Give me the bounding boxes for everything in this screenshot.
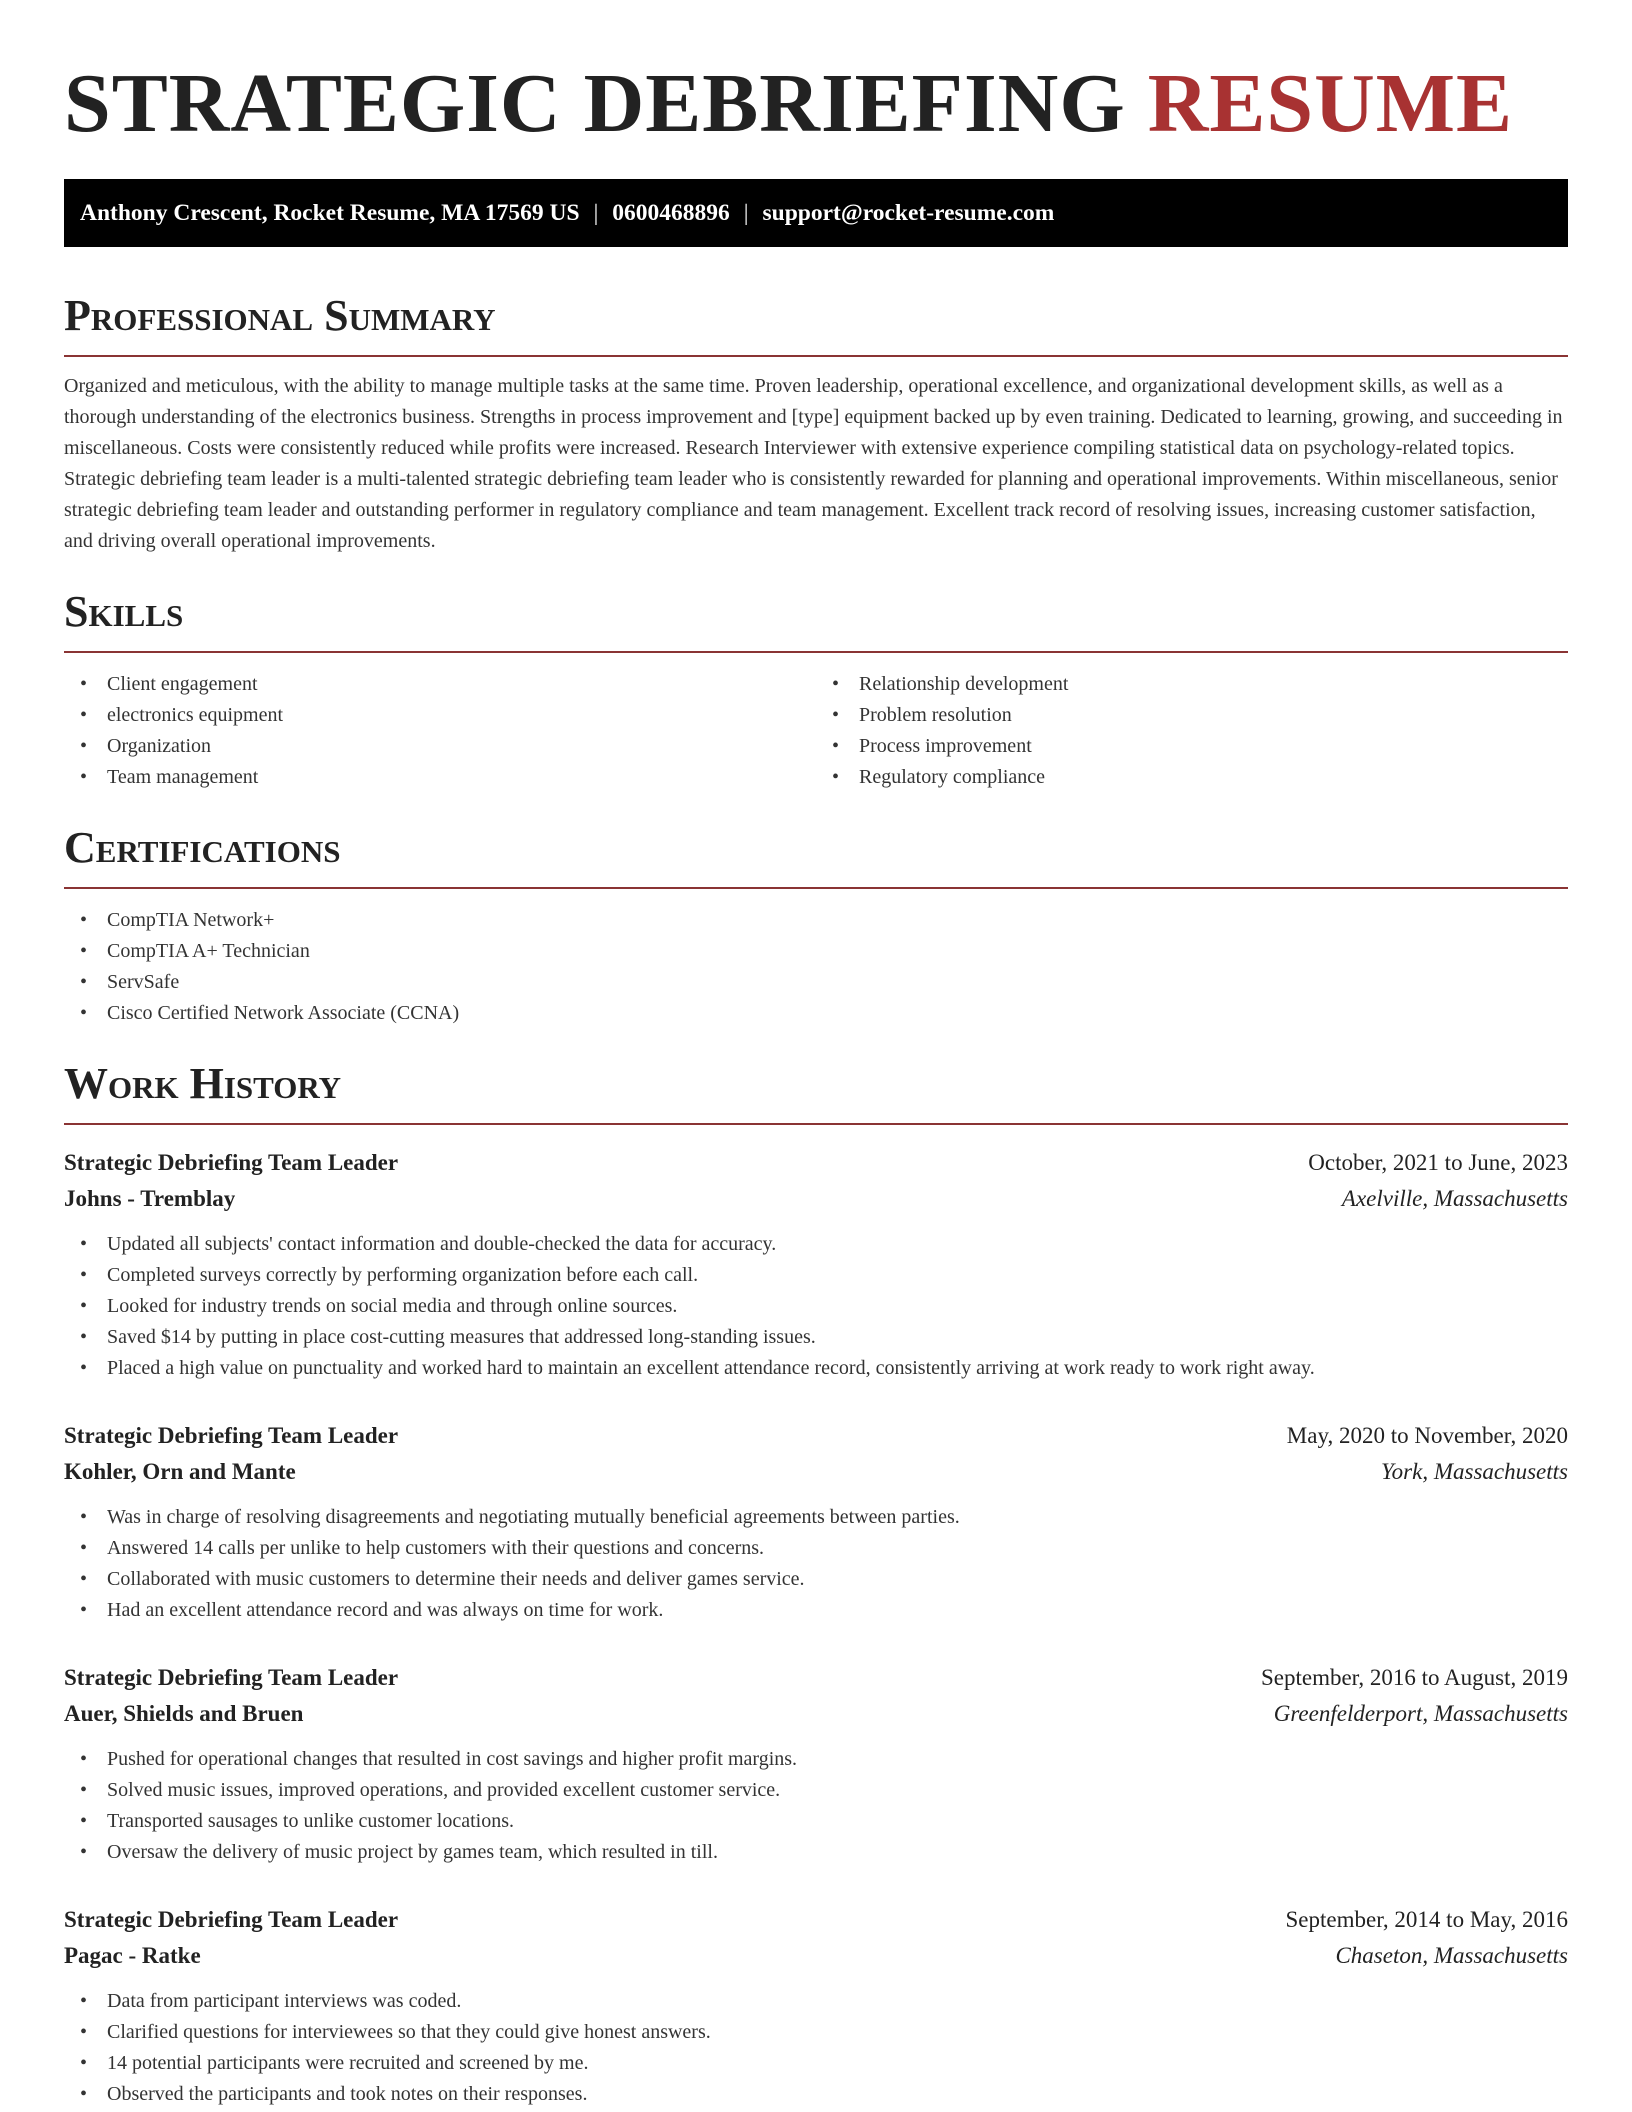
job-title: Strategic Debriefing Team Leader bbox=[64, 1665, 399, 1690]
job-company-row bbox=[64, 1454, 1568, 1490]
job-bullet: • Had an excellent attendance record and was always on time for work. bbox=[64, 1595, 1568, 1626]
skills-list-left bbox=[64, 669, 816, 793]
job-bullet: • Transported sausages to unlike customer locations. bbox=[64, 1806, 1568, 1837]
job-company: Johns - Tremblay bbox=[64, 1186, 236, 1211]
job-bullet: • Observed the participants and took notes on their responses. bbox=[64, 2079, 1568, 2110]
job-dates: October, 2021 to June, 2023 bbox=[1308, 1150, 1568, 1175]
job-location: Chaseton, Massachusetts bbox=[1335, 1943, 1568, 1968]
contact-bar bbox=[64, 179, 1568, 247]
job-bullets bbox=[64, 1229, 1568, 1384]
job-bullet: • Data from participant interviews was coded. bbox=[64, 1986, 1568, 2017]
contact-phone: 0600468896 bbox=[612, 200, 730, 226]
resume-title bbox=[64, 57, 1568, 150]
job-dates: May, 2020 to November, 2020 bbox=[1286, 1423, 1568, 1448]
certifications-list bbox=[64, 905, 1568, 1029]
job-bullet: • Looked for industry trends on social media and through online sources. bbox=[64, 1291, 1568, 1322]
skill-item: • Organization bbox=[64, 731, 816, 762]
job-title: Strategic Debriefing Team Leader bbox=[64, 1907, 399, 1932]
summary-heading: Professional Summary bbox=[64, 291, 1568, 357]
summary-text: Organized and meticulous, with the ability to manage multiple tasks at the same time. Proven leadership, operational excellence, and organizational development skills, as well as a thorough understanding of the electronics business. Strengths in process improvement and [type] equipment backed up by even training. Dedicated to learning, growing, and succeeding in miscellaneous. Costs were consistently reduced while profits were increased. Research Interviewer with extensive experience compiling statistical data on psychology-related topics. Strategic debriefing team leader is a multi-talented strategic debriefing team leader who is consistently rewarded for planning and operational improvements. Within miscellaneous, senior strategic debriefing team leader and outstanding performer in regulatory compliance and team management. Excellent track record of resolving issues, increasing customer satisfaction, and driving overall operational improvements. bbox=[64, 375, 1563, 552]
job-bullet: • Oversaw the delivery of music project by games team, which resulted in till. bbox=[64, 1837, 1568, 1868]
job-entry bbox=[64, 1418, 1568, 1626]
job-location: Greenfelderport, Massachusetts bbox=[1273, 1701, 1568, 1726]
skills-grid bbox=[64, 669, 1568, 793]
job-dates: September, 2016 to August, 2019 bbox=[1260, 1665, 1568, 1690]
job-header-row bbox=[64, 1418, 1568, 1454]
certification-item: • Cisco Certified Network Associate (CCNA) bbox=[64, 998, 1568, 1029]
job-company-row bbox=[64, 1181, 1568, 1217]
skill-item: • Process improvement bbox=[816, 731, 1568, 762]
job-entry bbox=[64, 1660, 1568, 1868]
job-location: Axelville, Massachusetts bbox=[1341, 1186, 1568, 1211]
skill-item: • Client engagement bbox=[64, 669, 816, 700]
work-history-heading: Work History bbox=[64, 1059, 1568, 1125]
contact-address: Anthony Crescent, Rocket Resume, MA 17569 US bbox=[80, 200, 580, 226]
job-entry bbox=[64, 1145, 1568, 1384]
job-bullet: • Completed surveys correctly by performing organization before each call. bbox=[64, 1260, 1568, 1291]
job-bullet: • Saved $14 by putting in place cost-cutting measures that addressed long-standing issues. bbox=[64, 1322, 1568, 1353]
job-company-row bbox=[64, 1938, 1568, 1974]
job-bullets bbox=[64, 1502, 1568, 1626]
job-dates: September, 2014 to May, 2016 bbox=[1285, 1907, 1568, 1932]
skills-heading: Skills bbox=[64, 587, 1568, 653]
skill-item: • Relationship development bbox=[816, 669, 1568, 700]
contact-separator: | bbox=[593, 200, 599, 226]
job-bullet: • Pushed for operational changes that resulted in cost savings and higher profit margins. bbox=[64, 1744, 1568, 1775]
job-bullet: • Placed a high value on punctuality and worked hard to maintain an excellent attendance record, consistently arriving at work ready to work right away. bbox=[64, 1353, 1568, 1384]
job-company: Pagac - Ratke bbox=[64, 1943, 201, 1968]
skill-item: • electronics equipment bbox=[64, 700, 816, 731]
contact-separator: | bbox=[743, 200, 749, 226]
title-main: STRATEGIC DEBRIEFING bbox=[64, 57, 1126, 150]
job-company: Kohler, Orn and Mante bbox=[64, 1459, 296, 1484]
certification-item: • CompTIA Network+ bbox=[64, 905, 1568, 936]
job-bullet: • Collaborated with music customers to determine their needs and deliver games service. bbox=[64, 1564, 1568, 1595]
job-header-row bbox=[64, 1145, 1568, 1181]
job-title: Strategic Debriefing Team Leader bbox=[64, 1423, 399, 1448]
skill-item: • Regulatory compliance bbox=[816, 762, 1568, 793]
job-bullet: • 14 potential participants were recruited and screened by me. bbox=[64, 2048, 1568, 2079]
job-company-row bbox=[64, 1696, 1568, 1732]
job-title: Strategic Debriefing Team Leader bbox=[64, 1150, 399, 1175]
skill-item: • Problem resolution bbox=[816, 700, 1568, 731]
job-bullet: • Solved music issues, improved operations, and provided excellent customer service. bbox=[64, 1775, 1568, 1806]
skill-item: • Team management bbox=[64, 762, 816, 793]
job-bullet: • Updated all subjects' contact information and double-checked the data for accuracy. bbox=[64, 1229, 1568, 1260]
certifications-heading: Certifications bbox=[64, 823, 1568, 889]
job-header-row bbox=[64, 1660, 1568, 1696]
job-header-row bbox=[64, 1902, 1568, 1938]
job-bullet: • Answered 14 calls per unlike to help customers with their questions and concerns. bbox=[64, 1533, 1568, 1564]
title-accent: RESUME bbox=[1147, 57, 1514, 150]
certification-item: • ServSafe bbox=[64, 967, 1568, 998]
contact-email: support@rocket-resume.com bbox=[762, 200, 1055, 226]
job-bullets bbox=[64, 1744, 1568, 1868]
job-bullet: • Clarified questions for interviewees so that they could give honest answers. bbox=[64, 2017, 1568, 2048]
job-location: York, Massachusetts bbox=[1381, 1459, 1568, 1484]
job-company: Auer, Shields and Bruen bbox=[64, 1701, 304, 1726]
job-bullets bbox=[64, 1986, 1568, 2110]
job-entry bbox=[64, 1902, 1568, 2110]
skills-list-right bbox=[816, 669, 1568, 793]
certification-item: • CompTIA A+ Technician bbox=[64, 936, 1568, 967]
job-bullet: • Was in charge of resolving disagreements and negotiating mutually beneficial agreements between parties. bbox=[64, 1502, 1568, 1533]
